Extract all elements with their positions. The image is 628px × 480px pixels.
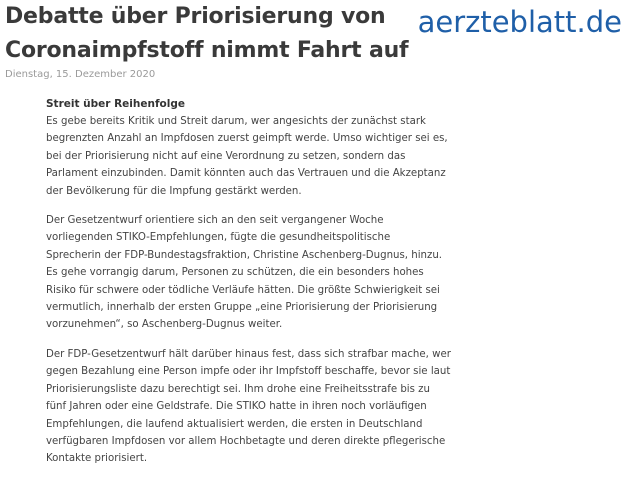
article-body — [46, 96, 451, 480]
paragraph-line: begrenzten Anzahl an Impfdosen zuerst geimpft werde. Umso wichtiger sei es, — [46, 133, 448, 145]
paragraph-2 — [46, 212, 443, 334]
paragraph-line: Es gebe bereits Kritik und Streit darum, wer angesichts der zunächst stark — [46, 116, 426, 127]
paragraph-line: Empfehlungen, die laufend aktualisiert werden, die ersten in Deutschland — [46, 418, 423, 430]
paragraph-line: der Bevölkerung für die Impfung gestärkt werden. — [46, 185, 302, 197]
paragraph-line: Risiko für schwere oder tödliche Verläufe hätten. Die größte Schwierigkeit sei — [46, 284, 440, 296]
publication-date: Dienstag, 15. Dezember 2020 — [5, 69, 156, 80]
paragraph-line: bei der Priorisierung nicht auf eine Verordnung zu setzen, sondern das — [46, 150, 406, 162]
headline-line-1: Debatte über Priorisierung von — [5, 4, 386, 29]
paragraph-line: Sprecherin der FDP-Bundestagsfraktion, Christine Aschenberg-Dugnus, hinzu. — [46, 249, 443, 261]
paragraph-line: vorzunehmen“, so Aschenberg-Dugnus weiter. — [46, 319, 283, 331]
paragraph-line: Priorisierungsliste dazu berechtigt sei. Ihm drohe eine Freiheitsstrafe bis zu — [46, 383, 430, 395]
paragraph-line: vermutlich, innerhalb der ersten Gruppe „eine Priorisierung der Priorisierung — [46, 302, 438, 314]
section-subheading: Streit über Reihenfolge — [46, 98, 185, 110]
paragraph-line: fünf Jahren oder eine Geldstrafe. Die STIKO hatte in ihren noch vorläufigen — [46, 401, 427, 413]
site-logo-link[interactable]: aerzteblatt.de — [417, 5, 622, 39]
paragraph-line: gegen Bezahlung eine Person impfe oder ihr Impfstoff beschaffe, bevor sie laut — [46, 366, 451, 378]
paragraph-line: Kontakte priorisiert. — [46, 453, 148, 465]
paragraph-3 — [46, 346, 451, 468]
paragraph-1 — [46, 113, 448, 200]
paragraph-line: vorliegenden STIKO-Empfehlungen, fügte die gesundheitspolitische — [46, 232, 391, 244]
paragraph-line: Es gehe vorrangig darum, Personen zu schützen, die ein besonders hohes — [46, 267, 424, 279]
paragraph-line: Der FDP-Gesetzentwurf hält darüber hinaus fest, dass sich strafbar mache, wer — [46, 348, 451, 360]
paragraph-line: verfügbaren Impfdosen vor allem Hochbetagte und deren direkte pflegerische — [46, 435, 446, 447]
paragraph-line: Parlament einzubinden. Damit könnten auch das Vertrauen und die Akzeptanz — [46, 168, 446, 180]
paragraph-line: Der Gesetzentwurf orientiere sich an den seit vergangener Woche — [46, 215, 384, 227]
article-headline — [5, 0, 409, 68]
headline-line-2: Coronaimpfstoff nimmt Fahrt auf — [5, 38, 409, 63]
